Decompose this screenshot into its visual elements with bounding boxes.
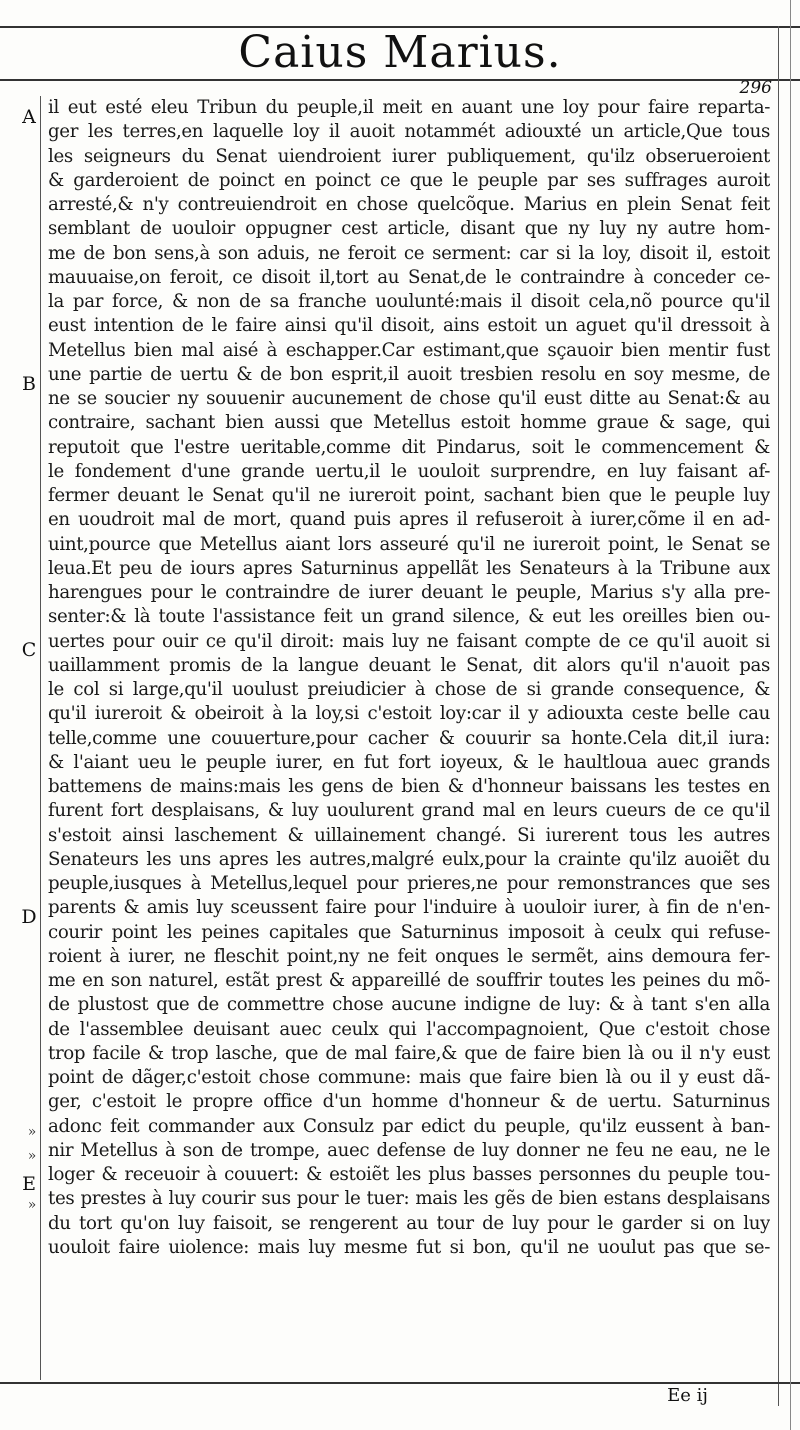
text-line: uertes pour ouir ce qu'il diroit: mais luy ne faisant compte de ce qu'il auoit si <box>48 630 770 652</box>
text-line: semblant de uouloir oppugner cest article, disant que ny luy ny autre hom- <box>48 218 770 240</box>
margin-letter-c: C <box>21 639 37 661</box>
text-line: ger, c'estoit le propre office d'un homme d'honneur & de uertu. Saturninus <box>48 1091 770 1113</box>
text-line: telle,comme une couuerture,pour cacher & couurir sa honte.Cela dit,il iura: <box>48 727 770 749</box>
text-line: harengues pour le contraindre de iurer deuant le peuple, Marius s'y alla pre- <box>48 582 770 603</box>
page-edge <box>790 0 791 1430</box>
bottom-rule <box>0 1382 800 1384</box>
text-line: uint,pource que Metellus aiant lors asseuré qu'il ne iureroit point, le Senat se <box>48 533 770 555</box>
text-line: du tort qu'on luy faisoit, se rengerent au tour de luy pour le garder si on luy <box>48 1212 770 1234</box>
text-line: parents & amis luy sceussent faire pour l'induire à uouloir iurer, à fin de n'en- <box>48 897 770 919</box>
text-line: peuple,iusques à Metellus,lequel pour prieres,ne pour remonstrances que ses <box>48 873 770 894</box>
text-line: me de bon sens,à son aduis, ne feroit ce serment: car si la loy, disoit il, estoit <box>48 242 770 264</box>
left-margin-rule <box>40 96 41 1380</box>
text-line: & garderoient de poinct en poinct ce que le peuple par ses suffrages auroit <box>48 169 770 191</box>
title-rule <box>0 79 800 81</box>
text-line: reputoit que l'estre ueritable,comme dit Pindarus, soit le commencement & <box>48 436 770 458</box>
margin-quote-mark: » <box>27 1124 37 1140</box>
text-line: eust intention de le faire ainsi qu'il disoit, ains estoit un aguet qu'il dressoit à <box>48 315 770 337</box>
text-line: le fondement d'une grande uertu,il le uouloit surprendre, en luy faisant af- <box>48 460 770 482</box>
text-line: en uoudroit mal de mort, quand puis apres il refuseroit à iurer,cõme il en ad- <box>48 509 770 531</box>
text-line: ne se soucier ny souuenir aucunement de chose qu'il eust ditte au Senat:& au <box>48 388 770 409</box>
text-line: la par force, & non de sa franche uoulunté:mais il disoit cela,nõ pource qu'il <box>48 291 770 312</box>
margin-quote-mark: » <box>27 1148 37 1164</box>
catchword: Ee ij <box>667 1385 708 1406</box>
margin-letter-e: E <box>22 1173 36 1195</box>
text-line: fermer deuant le Senat qu'il ne iureroit point, sachant bien que le peuple luy <box>48 485 770 506</box>
text-line: qu'il iureroit & obeiroit à la loy,si c'estoit loy:car il y adiouxta ceste belle cau <box>48 703 770 725</box>
folio-number: 296 <box>739 78 772 98</box>
text-line: battemens de mains:mais les gens de bien & d'honneur baissans les testes en <box>48 776 770 797</box>
text-line: leua.Et peu de iours apres Saturninus appellãt les Senateurs à la Tribune aux <box>48 557 770 579</box>
text-line: senter:& là toute l'assistance feit un grand silence, & eut les oreilles bien ou- <box>48 606 770 628</box>
margin-letter-d: D <box>21 906 37 928</box>
text-line: trop facile & trop lasche, que de mal faire,& que de faire bien là ou il n'y eust <box>48 1042 770 1064</box>
text-line: furent fort desplaisans, & luy uoulurent grand mal en leurs cueurs de ce qu'il <box>48 800 770 822</box>
text-line: s'estoit ainsi laschement & uillainement changé. Si iurerent tous les autres <box>48 824 770 846</box>
text-line: point de dãger,c'estoit chose commune: mais que faire bien là ou il y eust dã- <box>48 1067 770 1088</box>
text-line: ger les terres,en laquelle loy il auoit notammét adiouxté un article,Que tous <box>48 121 770 143</box>
text-line: & l'aiant ueu le peuple iurer, en fut fort ioyeux, & le haultloua auec grands <box>48 751 770 773</box>
text-line: uouloit faire uiolence: mais luy mesme fut si bon, qu'il ne uoulut pas que se- <box>48 1236 770 1258</box>
body-text <box>48 96 770 1260</box>
text-line: loger & receuoir à couuert: & estoiẽt les plus basses personnes du peuple tou- <box>48 1164 770 1185</box>
margin-letter-a: A <box>22 106 36 128</box>
right-margin-rule <box>778 26 779 1406</box>
text-line: roient à iurer, ne fleschit point,ny ne feit onques le sermẽt, ains demoura fer- <box>48 945 770 967</box>
text-line: mauuaise,on feroit, ce disoit il,tort au Senat,de le contraindre à conceder ce- <box>48 266 770 288</box>
text-line: une partie de uertu & de bon esprit,il auoit tresbien resolu en soy mesme, de <box>48 363 770 385</box>
text-line: arresté,& n'y contreuiendroit en chose quelcõque. Marius en plein Senat feit <box>48 194 770 215</box>
text-line: de l'assemblee deuisant auec ceulx qui l'accompagnoient, Que c'estoit chose <box>48 1018 770 1040</box>
running-head: Caius Marius. <box>238 27 562 78</box>
text-line: adonc feit commander aux Consulz par edict du peuple, qu'ilz eussent à ban- <box>48 1115 770 1137</box>
text-line: de plustost que de commettre chose aucune indigne de luy: & à tant s'en alla <box>48 994 770 1016</box>
text-line: nir Metellus à son de trompe, auec defense de luy donner ne feu ne eau, ne le <box>48 1139 770 1161</box>
text-line: contraire, sachant bien aussi que Metellus estoit homme graue & sage, qui <box>48 412 770 434</box>
text-line: courir point les peines capitales que Saturninus imposoit à ceulx qui refuse- <box>48 921 770 943</box>
text-line: Metellus bien mal aisé à eschapper.Car estimant,que sçauoir bien mentir fust <box>48 339 770 361</box>
text-line: Senateurs les uns apres les autres,malgré eulx,pour la crainte qu'ilz auoiẽt du <box>48 848 770 870</box>
text-line: les seigneurs du Senat uiendroient iurer publiquement, qu'ilz obserueroient <box>48 145 770 167</box>
margin-letter-b: B <box>22 373 36 395</box>
text-line: me en son naturel, estãt prest & appareillé de souffrir toutes les peines du mõ- <box>48 970 770 991</box>
text-line: il eut esté eleu Tribun du peuple,il meit en auant une loy pour faire reparta- <box>48 97 770 118</box>
text-line: le col si large,qu'il uoulust preiudicier à chose de si grande consequence, & <box>48 679 770 700</box>
text-line: uaillamment promis de la langue deuant le Senat, dit alors qu'il n'auoit pas <box>48 654 770 676</box>
margin-quote-mark: » <box>27 1197 37 1213</box>
text-line: tes prestes à luy courir sus pour le tuer: mais les gẽs de bien estans desplaisans <box>48 1188 770 1210</box>
